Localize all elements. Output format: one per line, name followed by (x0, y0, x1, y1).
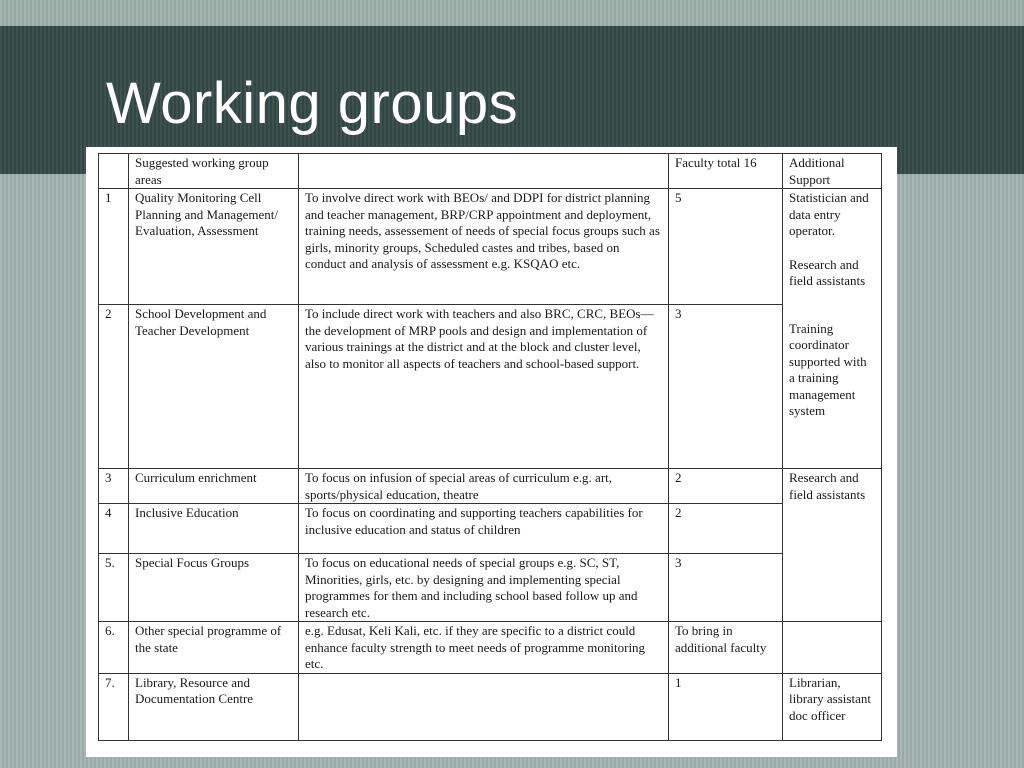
top-stripe (0, 0, 1024, 26)
row-description: e.g. Edusat, Keli Kali, etc. if they are specific to a district could enhance faculty strength to meet needs of programme monitoring etc. (299, 622, 669, 674)
support-training: Training coordinator supported with a training management system (789, 320, 867, 418)
row-description: To focus on coordinating and supporting teachers capabilities for inclusive education and status of children (299, 504, 669, 554)
row-faculty: To bring in additional faculty (669, 622, 783, 674)
row-description: To focus on educational needs of special groups e.g. SC, ST, Minorities, girls, etc. by designing and implementing special programmes for them and including school based follow up and research etc. (299, 554, 669, 622)
row-number: 4 (99, 504, 129, 554)
row-area: Library, Resource and Documentation Centre (129, 673, 299, 740)
table-row (99, 673, 882, 740)
row-support (783, 622, 882, 674)
row-faculty: 1 (669, 673, 783, 740)
header-number-cell (99, 154, 129, 189)
row-number: 7. (99, 673, 129, 740)
support-cell-rows-1-2 (783, 189, 882, 469)
support-statistician: Statistician and data entry operator. (789, 190, 869, 238)
document-image (86, 147, 897, 757)
table-row (99, 554, 882, 622)
row-area: Quality Monitoring Cell Planning and Management/ Evaluation, Assessment (129, 189, 299, 305)
header-support: Additional Support (783, 154, 882, 189)
header-description (299, 154, 669, 189)
header-faculty: Faculty total 16 (669, 154, 783, 189)
row-area: Curriculum enrichment (129, 469, 299, 504)
row-faculty: 2 (669, 469, 783, 504)
table-row (99, 504, 882, 554)
row-number: 1 (99, 189, 129, 305)
row-area: Inclusive Education (129, 504, 299, 554)
support-research: Research and field assistants (789, 256, 866, 288)
row-description (299, 673, 669, 740)
row-number: 3 (99, 469, 129, 504)
row-faculty: 3 (669, 305, 783, 469)
row-description: To involve direct work with BEOs/ and DDPI for district planning and teacher management, BRP/CRP appointment and deployment, training needs, assessement of needs of special focus groups such as girls, minority groups, Scheduled castes and tribes, based on conduct and analysis of assessment e.g. KSQAO etc. (299, 189, 669, 305)
row-faculty: 2 (669, 504, 783, 554)
table-row (99, 305, 882, 469)
row-support: Librarian, library assistant doc officer (783, 673, 882, 740)
row-faculty: 3 (669, 554, 783, 622)
slide-title: Working groups (106, 71, 519, 136)
row-area: Other special programme of the state (129, 622, 299, 674)
row-area: School Development and Teacher Development (129, 305, 299, 469)
row-number: 5. (99, 554, 129, 622)
row-number: 2 (99, 305, 129, 469)
row-description: To include direct work with teachers and also BRC, CRC, BEOs—the development of MRP pools and design and implementation of various trainings at the district and at the block and cluster level, also to monitor all aspects of teachers and school-based support. (299, 305, 669, 469)
row-description: To focus on infusion of special areas of curriculum e.g. art, sports/physical education, theatre (299, 469, 669, 504)
table-row (99, 189, 882, 305)
row-faculty: 5 (669, 189, 783, 305)
table-header-row (99, 154, 882, 189)
header-area: Suggested working group areas (129, 154, 299, 189)
table-row (99, 469, 882, 504)
working-groups-table (98, 153, 882, 741)
row-number: 6. (99, 622, 129, 674)
support-cell-rows-3-5: Research and field assistants (783, 469, 882, 622)
row-area: Special Focus Groups (129, 554, 299, 622)
table-row (99, 622, 882, 674)
